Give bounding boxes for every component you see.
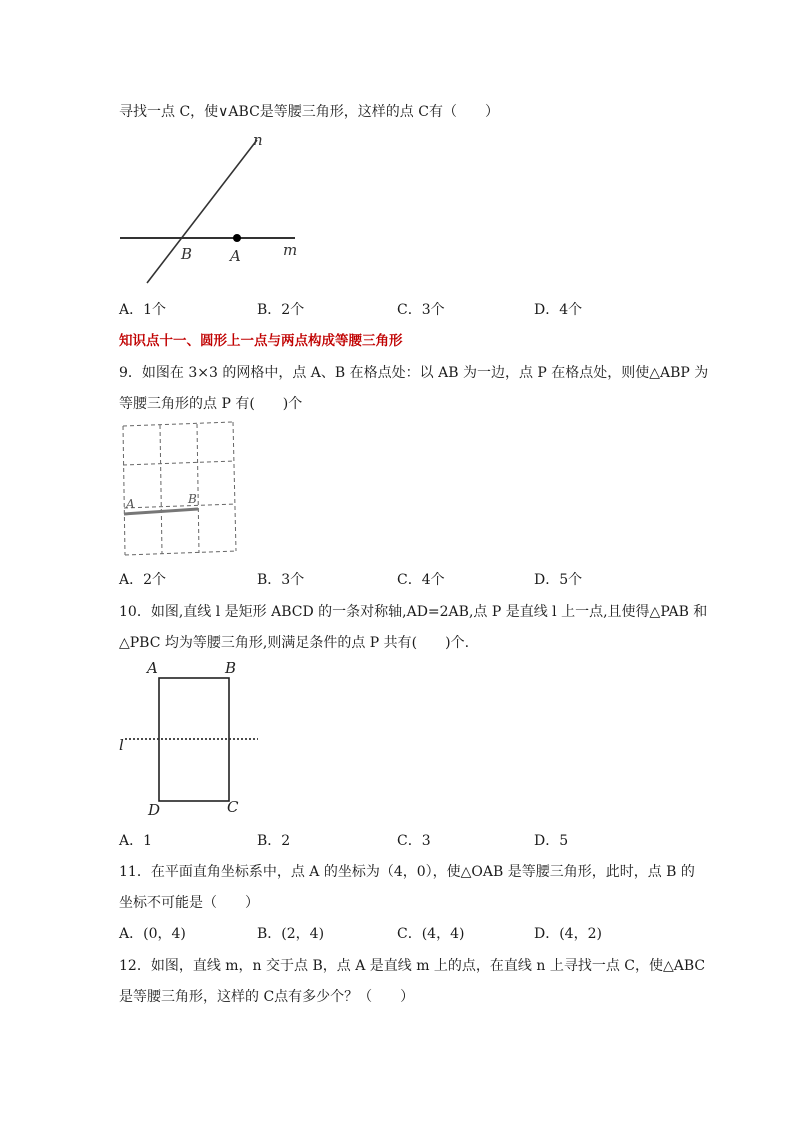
q12-line1: 12．如图，直线 m，n 交于点 B，点 A 是直线 m 上的点，在直线 n 上寻找一点 C，使△ABC xyxy=(119,958,706,974)
label-b: B xyxy=(181,245,193,263)
q8-option-b[interactable]: B．2个 xyxy=(257,302,305,318)
q8-option-c[interactable]: C．3个 xyxy=(397,302,445,318)
q9-option-b[interactable]: B．3个 xyxy=(257,572,305,588)
label-n: n xyxy=(253,131,263,149)
label-l: l xyxy=(119,736,124,754)
q10-line2: △PBC 均为等腰三角形,则满足条件的点 P 共有( )个. xyxy=(119,635,470,651)
label-a: A xyxy=(230,247,241,265)
q9-line1: 9．如图在 3×3 的网格中，点 A、B 在格点处：以 AB 为一边，点 P 在格点处，则使△ABP 为 xyxy=(119,365,709,381)
q10-rectangle-figure xyxy=(115,655,265,820)
q8-figure xyxy=(115,128,315,288)
label-d: D xyxy=(148,801,161,819)
q10-option-d[interactable]: D．5 xyxy=(534,833,569,849)
label-a: A xyxy=(147,659,158,677)
q9-grid-figure xyxy=(115,418,245,563)
label-b: B xyxy=(225,659,237,677)
q11-option-a[interactable]: A．(0，4) xyxy=(119,926,186,942)
q11-option-b[interactable]: B．(2，4) xyxy=(257,926,325,942)
q10-line1: 10．如图,直线 l 是矩形 ABCD 的一条对称轴,AD=2AB,点 P 是直线 l 上一点,且使得△PAB 和 xyxy=(119,604,708,620)
q11-line2: 坐标不可能是（ ） xyxy=(119,895,259,911)
label-b: B xyxy=(188,492,197,506)
section-heading: 知识点十一、圆形上一点与两点构成等腰三角形 xyxy=(119,333,403,349)
q10-option-b[interactable]: B．2 xyxy=(257,833,291,849)
q9-line2: 等腰三角形的点 P 有( )个 xyxy=(119,396,303,412)
q9-option-c[interactable]: C．4个 xyxy=(397,572,445,588)
point-a-dot xyxy=(233,234,241,242)
q12-line2: 是等腰三角形，这样的 C点有多少个？（ ） xyxy=(119,989,415,1005)
label-m: m xyxy=(283,241,298,259)
q11-line1: 11．在平面直角坐标系中，点 A 的坐标为（4，0），使△OAB 是等腰三角形，此时，点 B 的 xyxy=(119,864,695,880)
q11-option-c[interactable]: C．(4，4) xyxy=(397,926,465,942)
q9-option-d[interactable]: D．5个 xyxy=(534,572,583,588)
q9-option-a[interactable]: A．2个 xyxy=(119,572,167,588)
q8-option-a[interactable]: A．1个 xyxy=(119,302,167,318)
q8-stem: 寻找一点 C，使∨ABC是等腰三角形，这样的点 C有（ ） xyxy=(119,104,499,120)
q10-option-c[interactable]: C．3 xyxy=(397,833,431,849)
label-a: A xyxy=(126,497,135,511)
label-c: C xyxy=(227,798,239,816)
q8-option-d[interactable]: D．4个 xyxy=(534,302,583,318)
q11-option-d[interactable]: D．(4，2) xyxy=(534,926,602,942)
q10-option-a[interactable]: A．1 xyxy=(119,833,153,849)
